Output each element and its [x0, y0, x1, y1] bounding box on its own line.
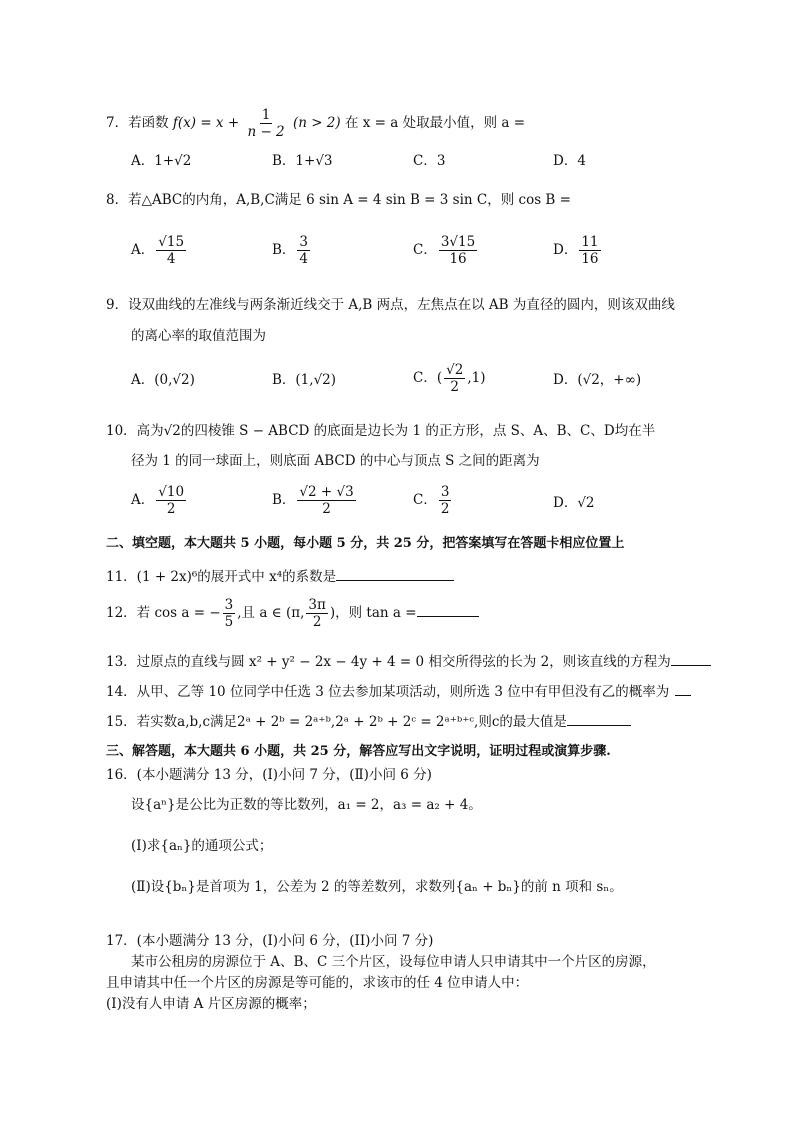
q10-stem-line2: 径为 1 的同一球面上，则底面 ABCD 的中心与顶点 S 之间的距离为 [131, 453, 540, 469]
q9-option-b: B．(1,√2) [272, 372, 337, 388]
q17-line1: 某市公租房的房源位于 A、B、C 三个片区，设每位申请人只申请其中一个片区的房源， [131, 954, 656, 970]
q7-option-d: D．4 [553, 153, 586, 169]
q10-option-d: D．√2 [553, 495, 595, 511]
q12-answer-blank[interactable] [417, 602, 479, 617]
q8-option-b: B． $\frac{3}{4}$ [272, 234, 309, 267]
q10-option-b: B． $\frac{√2 + √3}{2}$ [272, 484, 354, 517]
section-solution-heading: 三、解答题，本大题共 6 小题，共 25 分，解答应写出文字说明，证明过程或演算步骤. [106, 744, 611, 759]
q16-part2: (Ⅱ)设{bₙ}是首项为 1，公差为 2 的等差数列，求数列{aₙ + bₙ}的前 n 项和 sₙ。 [131, 879, 623, 895]
q15-answer-blank[interactable] [567, 711, 631, 726]
q9-option-a: A．(0,√2) [131, 372, 195, 388]
q8-stem: 8．若△ABC的内角，A,B,C满足 6 sin A = 4 sin B = 3 sin C，则 cos B = [106, 192, 571, 208]
q9-option-d: D．(√2，+∞) [553, 372, 642, 388]
section-fill-in-heading: 二、填空题，本大题共 5 小题，每小题 5 分，共 25 分，把答案填写在答题卡相应位置上 [106, 536, 625, 551]
q11: 11．(1 + 2x)⁶的展开式中 x⁴的系数是 [106, 566, 454, 586]
q8-option-d: D． $\frac{11}{16}$ [553, 234, 599, 267]
q7-option-a: A．1+√2 [131, 153, 192, 169]
q13: 13．过原点的直线与圆 x² + y² − 2x − 4y + 4 = 0 相交所得弦的长为 2，则该直线的方程为 [106, 651, 711, 671]
q10-stem-line1: 10．高为√2的四棱锥 S − ABCD 的底面是边长为 1 的正方形，点 S、A、B、C、D均在半 [106, 423, 656, 439]
q7-stem: 7．若函数 f(x) = x + $\frac{1}{n - 2}$ (n > 2) 在 x = a 处取最小值，则 a = [106, 107, 526, 140]
q16-part1: (Ⅰ)求{aₙ}的通项公式； [131, 838, 273, 854]
q11-answer-blank[interactable] [336, 566, 454, 581]
q16-given: 设{aⁿ}是公比为正数的等比数列，a₁ = 2，a₃ = a₂ + 4。 [131, 797, 482, 813]
q17-line2: 且申请其中任一个片区的房源是等可能的，求该市的任 4 位申请人中： [106, 975, 529, 991]
q10-option-a: A． $\frac{√10}{2}$ [131, 484, 185, 517]
q14: 14．从甲、乙等 10 位同学中任选 3 位去参加某项活动，则所选 3 位中有甲但没有乙的概率为 [106, 681, 691, 701]
q13-answer-blank[interactable] [671, 651, 711, 666]
q9-stem-line2: 的离心率的取值范围为 [131, 328, 266, 344]
q9-option-c: C．( $\frac{√2}{2}$ ,1) [413, 362, 486, 395]
q8-option-c: C． $\frac{3√15}{16}$ [413, 234, 476, 267]
q16-header: 16．(本小题满分 13 分，(Ⅰ)小问 7 分，(Ⅱ)小问 6 分) [106, 767, 432, 783]
q10-option-c: C． $\frac{3}{2}$ [413, 484, 450, 517]
q14-answer-blank[interactable] [675, 681, 691, 696]
q15: 15．若实数a,b,c满足2ᵃ + 2ᵇ = 2ᵃ⁺ᵇ,2ᵃ + 2ᵇ + 2ᶜ = 2ᵃ⁺ᵇ⁺ᶜ,则c的最大值是 [106, 711, 631, 731]
q12: 12．若 cos a = − $\frac{3}{5}$ ,且 a ∈ (π, $\frac{3\pi}{2}$ )，则 tan a = [106, 597, 479, 630]
q8-option-a: A． $\frac{√15}{4}$ [131, 234, 185, 267]
q17-header: 17．(本小题满分 13 分，(I)小问 6 分，(II)小问 7 分) [106, 933, 434, 949]
q17-line3: (I)没有人申请 A 片区房源的概率； [106, 996, 316, 1012]
q7-option-c: C．3 [413, 153, 446, 169]
q7-option-b: B．1+√3 [272, 153, 333, 169]
q9-stem-line1: 9．设双曲线的左准线与两条渐近线交于 A,B 两点，左焦点在以 AB 为直径的圆内，则该双曲线 [106, 297, 675, 313]
